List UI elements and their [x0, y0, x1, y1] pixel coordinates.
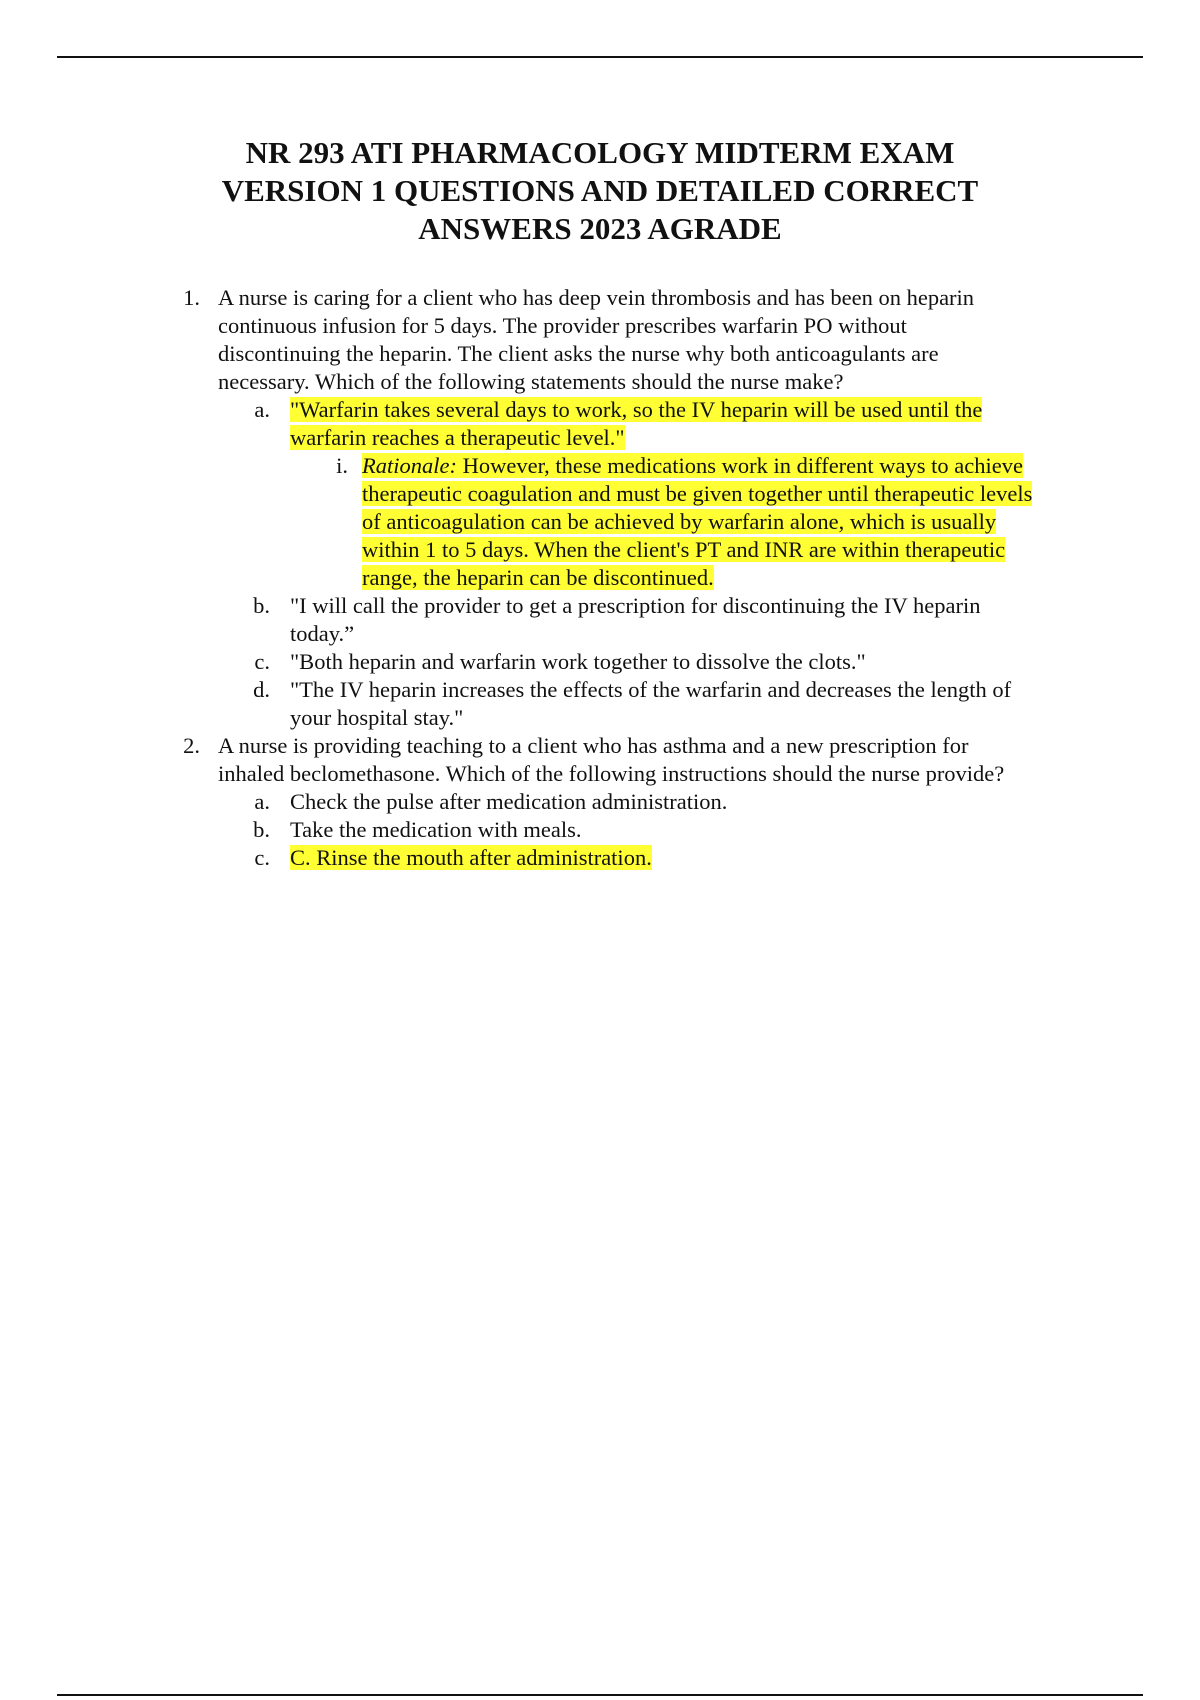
option-2c-correct: [0, 844, 1200, 872]
option-line: today.”: [290, 621, 355, 646]
question-list: [0, 284, 1200, 872]
option-text: [290, 396, 1075, 452]
rationale-line: However, these medications work in different ways to achieve: [456, 453, 1023, 478]
question-line: necessary. Which of the following statements should the nurse make?: [218, 369, 844, 394]
option-line: Check the pulse after medication administration.: [290, 789, 728, 814]
question-line: A nurse is caring for a client who has deep vein thrombosis and has been on heparin: [218, 285, 975, 310]
option-letter: a.: [254, 789, 270, 814]
option-1c: [0, 648, 1200, 676]
option-text: [290, 648, 1075, 676]
option-letter: c.: [254, 649, 270, 674]
option-1d: [0, 676, 1200, 732]
question-number: 1.: [183, 285, 200, 310]
option-line: "Both heparin and warfarin work together to dissolve the clots.": [290, 649, 866, 674]
rationale-line: of anticoagulation can be achieved by warfarin alone, which is usually: [362, 509, 997, 534]
option-text: [290, 844, 1075, 872]
option-2a: [0, 788, 1200, 816]
option-2b: [0, 816, 1200, 844]
title-line: NR 293 ATI PHARMACOLOGY MIDTERM EXAM: [245, 135, 955, 170]
rationale-label: Rationale:: [362, 453, 457, 478]
option-text: [290, 816, 1075, 844]
highlighted-answer: warfarin reaches a therapeutic level.": [290, 425, 625, 450]
option-text: [290, 788, 1075, 816]
top-rule: [57, 56, 1143, 58]
bottom-rule: [57, 1694, 1143, 1696]
rationale-line: within 1 to 5 days. When the client's PT and INR are within therapeutic: [362, 537, 1006, 562]
question-text: [218, 284, 1048, 396]
rationale-number: i.: [336, 453, 348, 478]
question-line: continuous infusion for 5 days. The provider prescribes warfarin PO without: [218, 313, 907, 338]
option-text: [290, 676, 1075, 732]
highlighted-answer: "Warfarin takes several days to work, so the IV heparin will be used until the: [290, 397, 983, 422]
option-letter: c.: [254, 845, 270, 870]
option-letter: b.: [253, 593, 270, 618]
question-1: [0, 284, 1200, 396]
question-text: [218, 732, 1048, 788]
question-2: [0, 732, 1200, 788]
option-text: [290, 592, 1075, 648]
question-number: 2.: [183, 733, 200, 758]
rationale-line: range, the heparin can be discontinued.: [362, 565, 714, 590]
option-letter: d.: [253, 677, 270, 702]
rationale-text: [362, 452, 1090, 592]
option-line: Take the medication with meals.: [290, 817, 582, 842]
option-letter: b.: [253, 817, 270, 842]
option-line: your hospital stay.": [290, 705, 464, 730]
option-letter: a.: [254, 397, 270, 422]
question-line: A nurse is providing teaching to a client who has asthma and a new prescription for: [218, 733, 969, 758]
rationale-line: therapeutic coagulation and must be given together until therapeutic levels: [362, 481, 1033, 506]
option-1a-correct: [0, 396, 1200, 452]
option-1b: [0, 592, 1200, 648]
title-line: ANSWERS 2023 AGRADE: [418, 211, 782, 246]
question-line: discontinuing the heparin. The client asks the nurse why both anticoagulants are: [218, 341, 939, 366]
option-line: "I will call the provider to get a prescription for discontinuing the IV heparin: [290, 593, 981, 618]
question-line: inhaled beclomethasone. Which of the following instructions should the nurse provide?: [218, 761, 1005, 786]
highlighted-answer: C. Rinse the mouth after administration.: [290, 845, 652, 870]
rationale: [0, 452, 1200, 592]
option-line: "The IV heparin increases the effects of the warfarin and decreases the length of: [290, 677, 1012, 702]
document-title: [120, 134, 1080, 248]
title-line: VERSION 1 QUESTIONS AND DETAILED CORRECT: [221, 173, 979, 208]
